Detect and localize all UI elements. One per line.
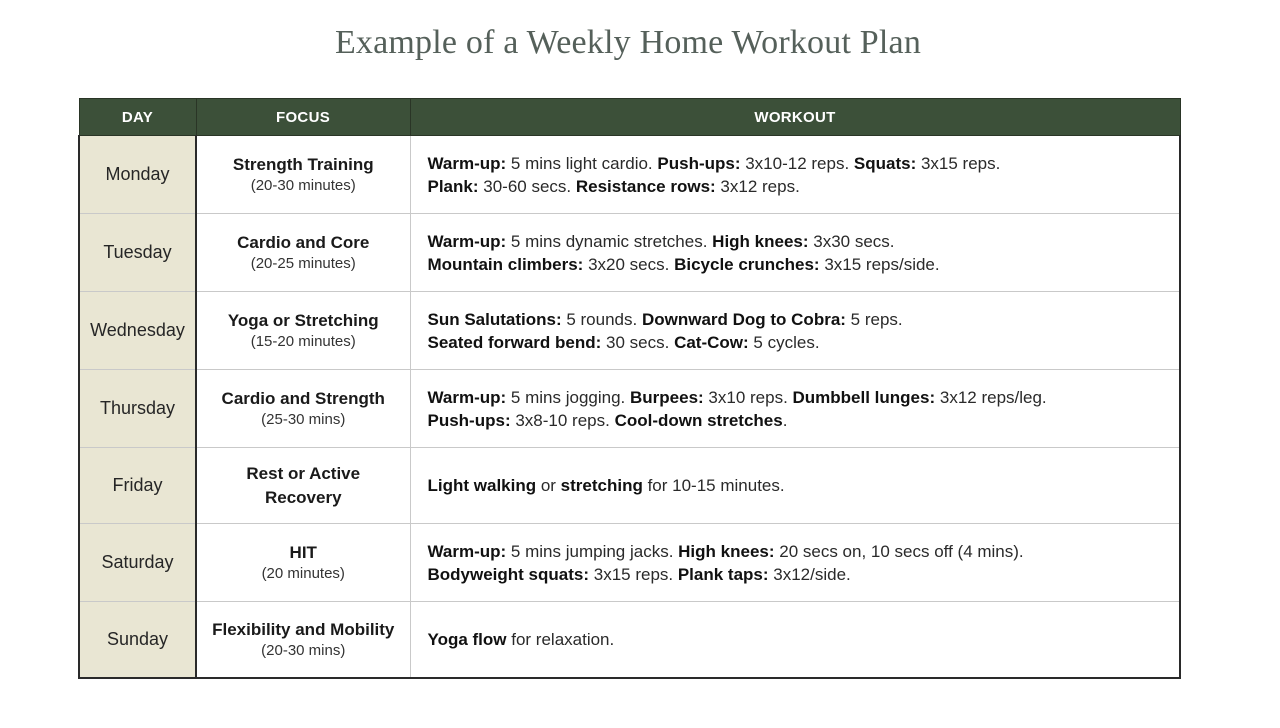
table-row <box>79 370 1180 448</box>
focus-duration: (15-20 minutes) <box>250 333 356 350</box>
focus-duration: (20 minutes) <box>261 565 345 582</box>
table-header-row <box>79 99 1180 136</box>
focus-duration: (20-25 minutes) <box>250 255 356 272</box>
workout-line <box>428 409 1180 432</box>
focus-cell <box>196 524 410 602</box>
exercise-name: Cool-down stretches <box>614 410 783 430</box>
workout-line <box>428 563 1180 586</box>
focus-name: Cardio and Strength <box>221 389 385 408</box>
workout-cell <box>410 602 1180 678</box>
table-row <box>79 448 1180 524</box>
focus-cell <box>196 214 410 292</box>
page-title: Example of a Weekly Home Workout Plan <box>334 24 922 61</box>
focus-cell <box>196 370 410 448</box>
exercise-detail: 20 secs on, 10 secs off (4 mins). <box>774 541 1024 561</box>
exercise-name: High knees: <box>678 541 775 561</box>
exercise-detail: 3x30 secs. <box>808 231 895 251</box>
focus-name: Cardio and Core <box>237 233 370 252</box>
workout-line <box>428 152 1180 175</box>
exercise-detail: for 10-15 minutes. <box>642 476 785 495</box>
table-row <box>79 214 1180 292</box>
exercise-name: Warm-up: <box>427 541 507 561</box>
focus-name: HIT <box>289 543 317 562</box>
exercise-name: Resistance rows: <box>575 176 716 196</box>
day-cell: Monday <box>79 136 196 214</box>
header-workout: WORKOUT <box>410 99 1180 136</box>
exercise-name: Bodyweight squats: <box>427 564 590 584</box>
workout-line <box>428 540 1180 563</box>
exercise-detail: for relaxation. <box>506 629 615 649</box>
exercise-name: Light walking <box>427 476 537 495</box>
exercise-detail: 5 mins jogging. <box>506 387 630 407</box>
exercise-detail: 5 cycles. <box>748 332 820 352</box>
focus-cell <box>196 292 410 370</box>
exercise-name: Mountain climbers: <box>427 254 584 274</box>
workout-line <box>428 331 1180 354</box>
header-day: DAY <box>79 99 196 136</box>
workout-line <box>428 308 1180 331</box>
exercise-detail: 5 reps. <box>845 309 903 329</box>
exercise-name: Plank taps: <box>677 564 769 584</box>
workout-cell <box>410 524 1180 602</box>
day-cell: Friday <box>79 448 196 524</box>
focus-name: Yoga or Stretching <box>227 311 379 330</box>
workout-cell <box>410 370 1180 448</box>
exercise-detail: 3x15 reps. <box>589 564 678 584</box>
workout-line <box>428 474 1180 497</box>
exercise-name: Warm-up: <box>427 231 507 251</box>
focus-cell <box>196 136 410 214</box>
exercise-name: High knees: <box>712 231 809 251</box>
focus-cell <box>196 448 410 524</box>
exercise-name: Warm-up: <box>427 153 507 173</box>
day-cell: Sunday <box>79 602 196 678</box>
focus-cell <box>196 602 410 678</box>
exercise-name: Squats: <box>853 153 917 173</box>
exercise-detail: 5 mins dynamic stretches. <box>506 231 713 251</box>
exercise-name: Burpees: <box>630 387 704 407</box>
exercise-detail: 3x15 reps/side. <box>819 254 940 274</box>
focus-name: Rest or Active Recovery <box>246 463 361 507</box>
focus-duration: (25-30 mins) <box>261 411 346 428</box>
exercise-detail: 3x10-12 reps. <box>740 153 854 173</box>
workout-line <box>428 175 1180 198</box>
workout-cell <box>410 214 1180 292</box>
exercise-detail: or <box>536 476 561 495</box>
workout-cell <box>410 136 1180 214</box>
workout-plan-table <box>78 98 1181 679</box>
table-row <box>79 292 1180 370</box>
exercise-name: Push-ups: <box>657 153 741 173</box>
exercise-name: Cat-Cow: <box>674 332 749 352</box>
exercise-detail: 3x8-10 reps. <box>510 410 615 430</box>
exercise-detail: 3x12/side. <box>768 564 851 584</box>
exercise-name: Bicycle crunches: <box>674 254 820 274</box>
exercise-detail: 3x10 reps. <box>703 387 793 407</box>
day-cell: Tuesday <box>79 214 196 292</box>
workout-line <box>428 253 1180 276</box>
exercise-detail: 5 mins jumping jacks. <box>506 541 679 561</box>
exercise-name: Seated forward bend: <box>427 332 602 352</box>
header-focus: FOCUS <box>196 99 410 136</box>
workout-cell <box>410 448 1180 524</box>
exercise-name: Plank: <box>427 176 479 196</box>
focus-name: Strength Training <box>232 155 374 174</box>
exercise-name: Warm-up: <box>427 387 507 407</box>
focus-duration: (20-30 minutes) <box>250 177 356 194</box>
day-cell: Thursday <box>79 370 196 448</box>
day-cell: Saturday <box>79 524 196 602</box>
exercise-detail: 5 mins light cardio. <box>506 153 658 173</box>
focus-duration: (20-30 mins) <box>261 641 346 659</box>
exercise-name: Sun Salutations: <box>427 309 562 329</box>
exercise-name: Dumbbell lunges: <box>792 387 936 407</box>
exercise-detail: 3x12 reps. <box>715 176 800 196</box>
table-row <box>79 602 1180 678</box>
exercise-name: stretching <box>560 476 643 495</box>
workout-cell <box>410 292 1180 370</box>
exercise-detail: 3x20 secs. <box>583 254 675 274</box>
exercise-detail: 3x15 reps. <box>916 153 1001 173</box>
exercise-detail: 30 secs. <box>601 332 675 352</box>
focus-name: Flexibility and Mobility <box>212 619 395 639</box>
table-row <box>79 524 1180 602</box>
workout-line <box>428 628 1180 651</box>
workout-line <box>428 230 1180 253</box>
exercise-detail: . <box>782 410 788 430</box>
day-cell: Wednesday <box>79 292 196 370</box>
exercise-name: Yoga flow <box>427 629 507 649</box>
exercise-name: Downward Dog to Cobra: <box>641 309 846 329</box>
exercise-detail: 3x12 reps/leg. <box>935 387 1047 407</box>
table-row <box>79 136 1180 214</box>
exercise-name: Push-ups: <box>427 410 511 430</box>
exercise-detail: 30-60 secs. <box>478 176 576 196</box>
exercise-detail: 5 rounds. <box>561 309 642 329</box>
workout-line <box>428 386 1180 409</box>
